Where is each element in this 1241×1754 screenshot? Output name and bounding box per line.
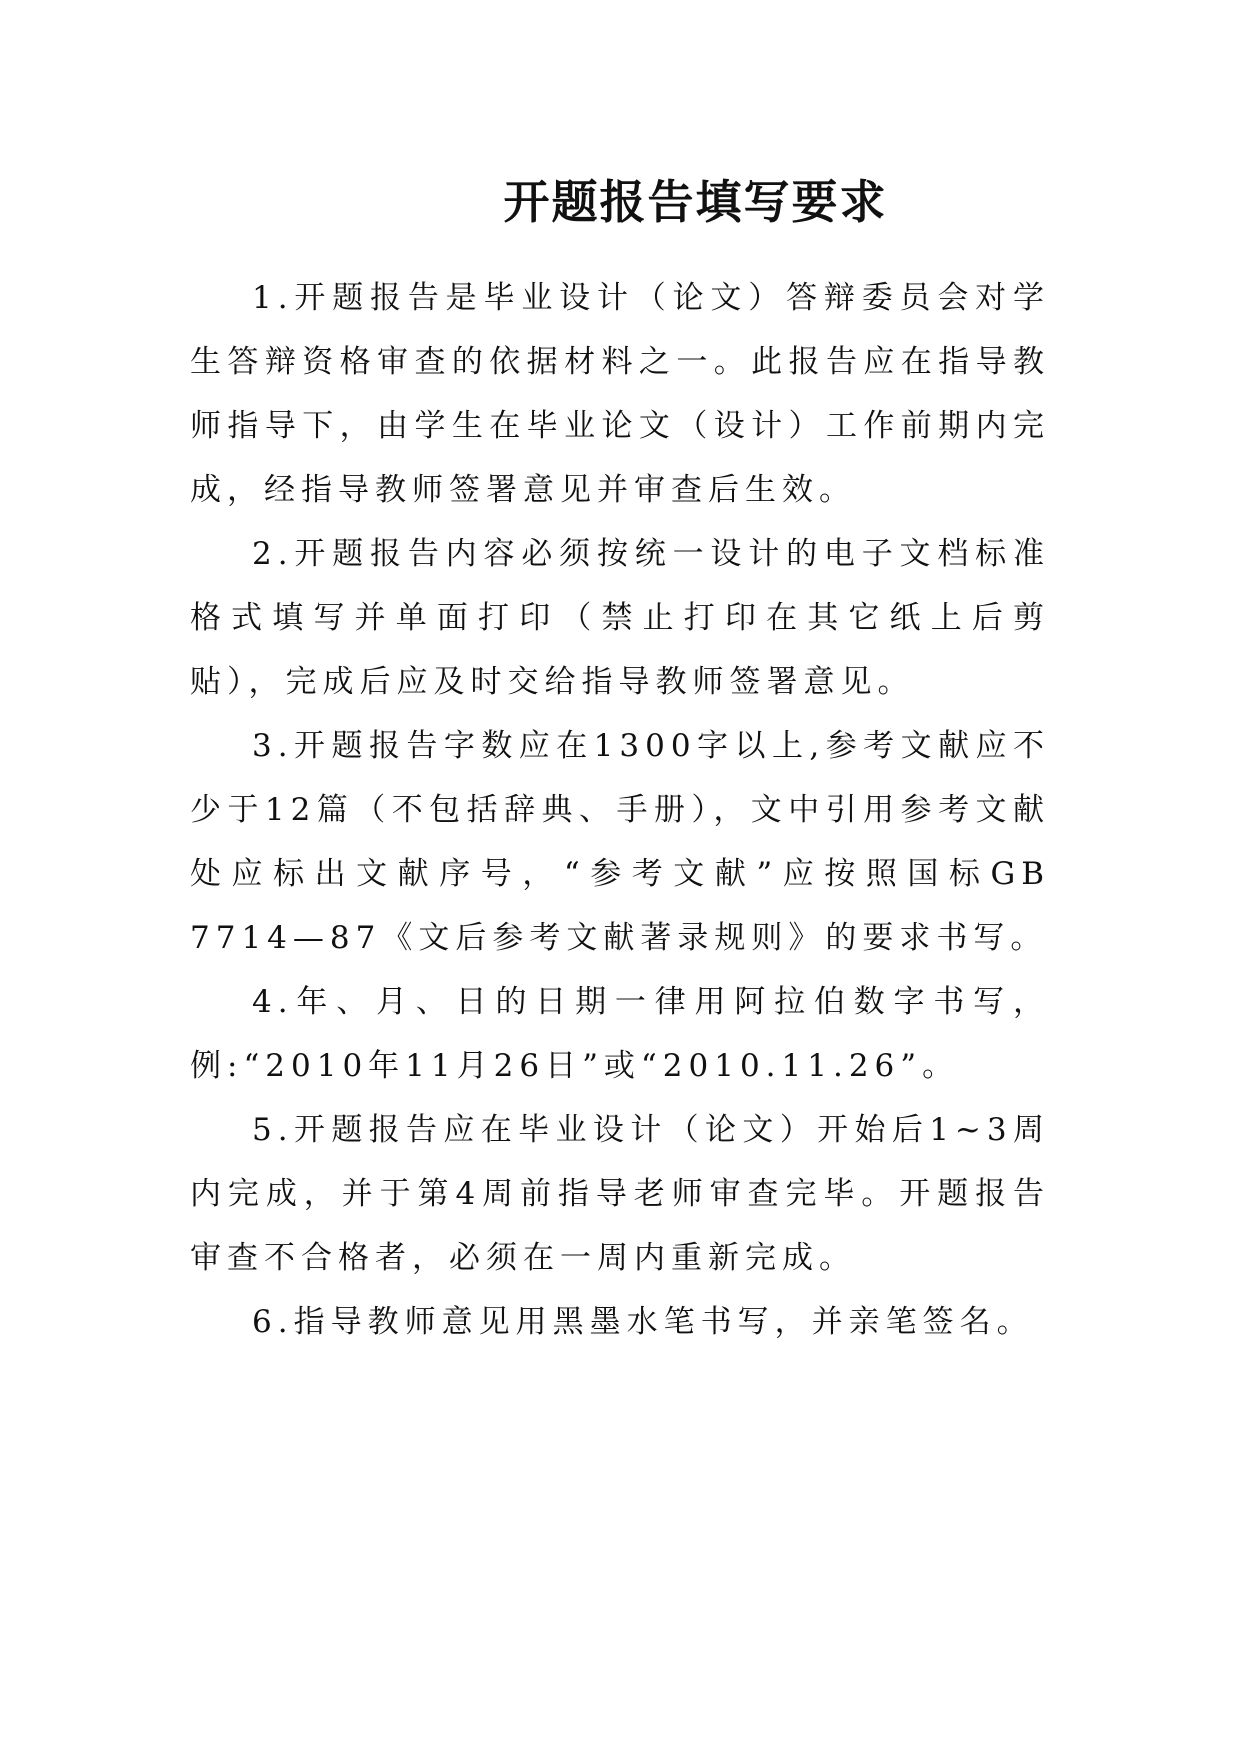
requirement-paragraph-2: 2.开题报告内容必须按统一设计的电子文档标准格式填写并单面打印（禁止打印在其它纸上后剪贴），完成后应及时交给指导教师签署意见。 [190, 536, 1050, 700]
requirement-paragraph-1: 1.开题报告是毕业设计（论文）答辩委员会对学生答辩资格审查的依据材料之一。此报告应在指导教师指导下，由学生在毕业论文（设计）工作前期内完成，经指导教师签署意见并审查后生效。 [190, 280, 1050, 508]
requirement-paragraph-3: 3.开题报告字数应在1300字以上,参考文献应不少于12篇（不包括辞典、手册），文中引用参考文献处应标出文献序号，“参考文献”应按照国标GB 7714—87《文后参考文献著录规则》的要求书写。 [190, 728, 1050, 956]
requirement-paragraph-6: 6.指导教师意见用黑墨水笔书写，并亲笔签名。 [252, 1304, 1034, 1340]
document-title: 开题报告填写要求 [503, 175, 888, 229]
requirement-paragraph-5: 5.开题报告应在毕业设计（论文）开始后1~3周内完成，并于第4周前指导老师审查完毕。开题报告审查不合格者，必须在一周内重新完成。 [190, 1112, 1050, 1276]
requirements-list [190, 266, 1050, 1354]
requirement-paragraph-4: 4.年、月、日的日期一律用阿拉伯数字书写，例:“2010年11月26日”或“2010.11.26”。 [190, 984, 1050, 1084]
